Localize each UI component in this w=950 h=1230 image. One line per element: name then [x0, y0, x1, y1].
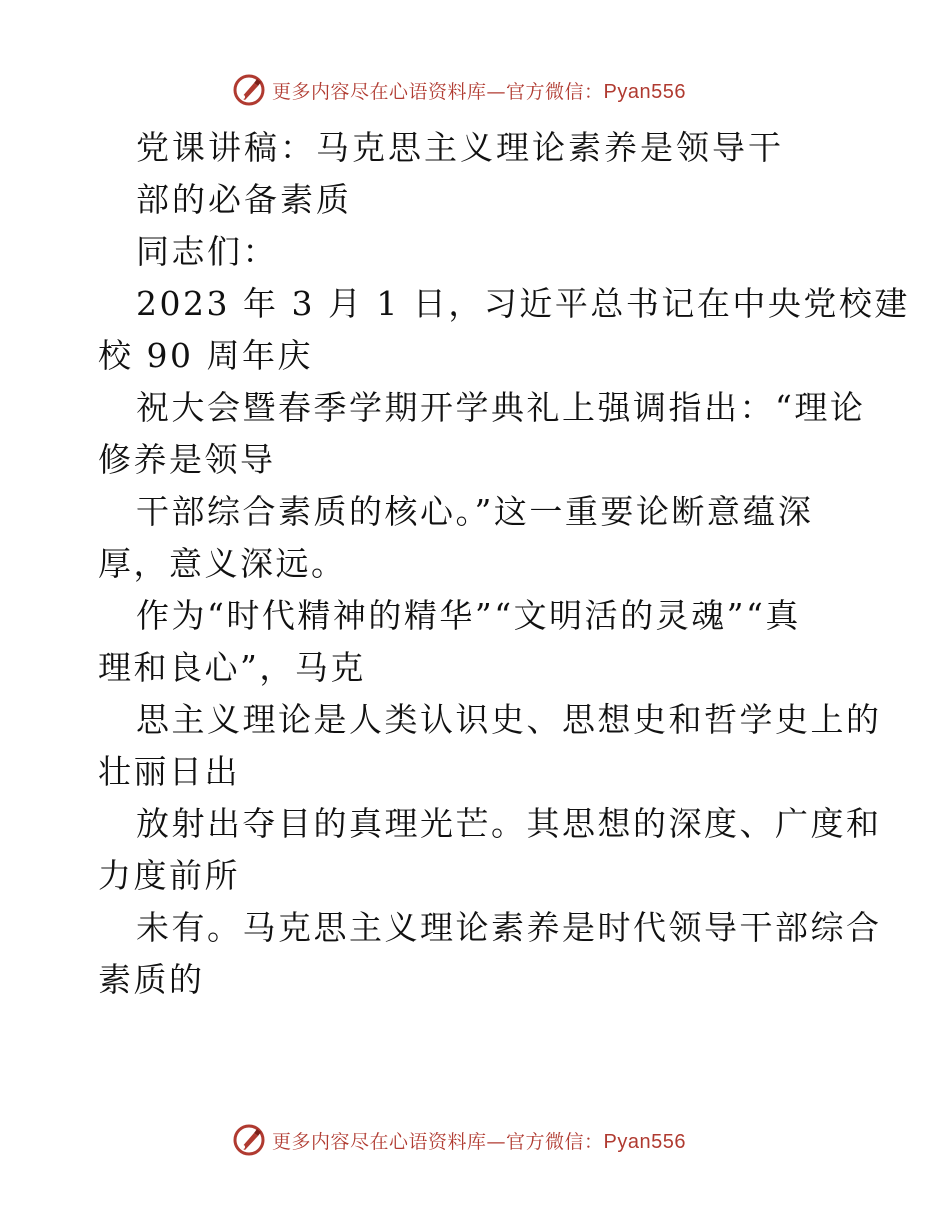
- document-title-line-2: 部的必备素质: [136, 180, 352, 219]
- paragraph-line: 未有。马克思主义理论素养是时代领导干部综合: [136, 908, 882, 947]
- pen-logo-icon: [232, 1123, 266, 1157]
- watermark-handle: Pyan556: [603, 1130, 686, 1153]
- paragraph-line: 校 90 周年庆: [98, 336, 313, 375]
- pen-logo-icon: [232, 73, 266, 107]
- paragraph-line: 作为“时代精神的精华”“文明活的灵魂”“真: [136, 596, 801, 635]
- header-watermark: [232, 72, 686, 108]
- paragraph-line: 干部综合素质的核心。”这一重要论断意蕴深: [136, 492, 814, 531]
- paragraph-line: 祝大会暨春季学期开学典礼上强调指出：“理论: [136, 388, 866, 427]
- paragraph-line: 素质的: [98, 960, 205, 999]
- watermark-handle: Pyan556: [603, 80, 686, 103]
- paragraph-line: 放射出夺目的真理光芒。其思想的深度、广度和: [136, 804, 882, 843]
- document-title-line-1: 党课讲稿：马克思主义理论素养是领导干: [136, 128, 784, 167]
- paragraph-line: 力度前所: [98, 856, 240, 895]
- paragraph-line: 厚，意义深远。: [98, 544, 347, 583]
- paragraph-line: 壮丽日出: [98, 752, 240, 791]
- salutation: 同志们：: [136, 232, 278, 271]
- paragraph-line: 思主义理论是人类认识史、思想史和哲学史上的: [136, 700, 882, 739]
- document-body: [98, 122, 910, 1006]
- paragraph-line: 修养是领导: [98, 440, 276, 479]
- footer-watermark: [232, 1122, 686, 1158]
- paragraph-line: 理和良心”，马克: [98, 648, 366, 687]
- watermark-text: 更多内容尽在心语资料库—官方微信：Pyan556: [272, 80, 686, 103]
- paragraph-line: 2023 年 3 月 1 日，习近平总书记在中央党校建: [136, 284, 910, 323]
- watermark-text: 更多内容尽在心语资料库—官方微信：Pyan556: [272, 1130, 686, 1153]
